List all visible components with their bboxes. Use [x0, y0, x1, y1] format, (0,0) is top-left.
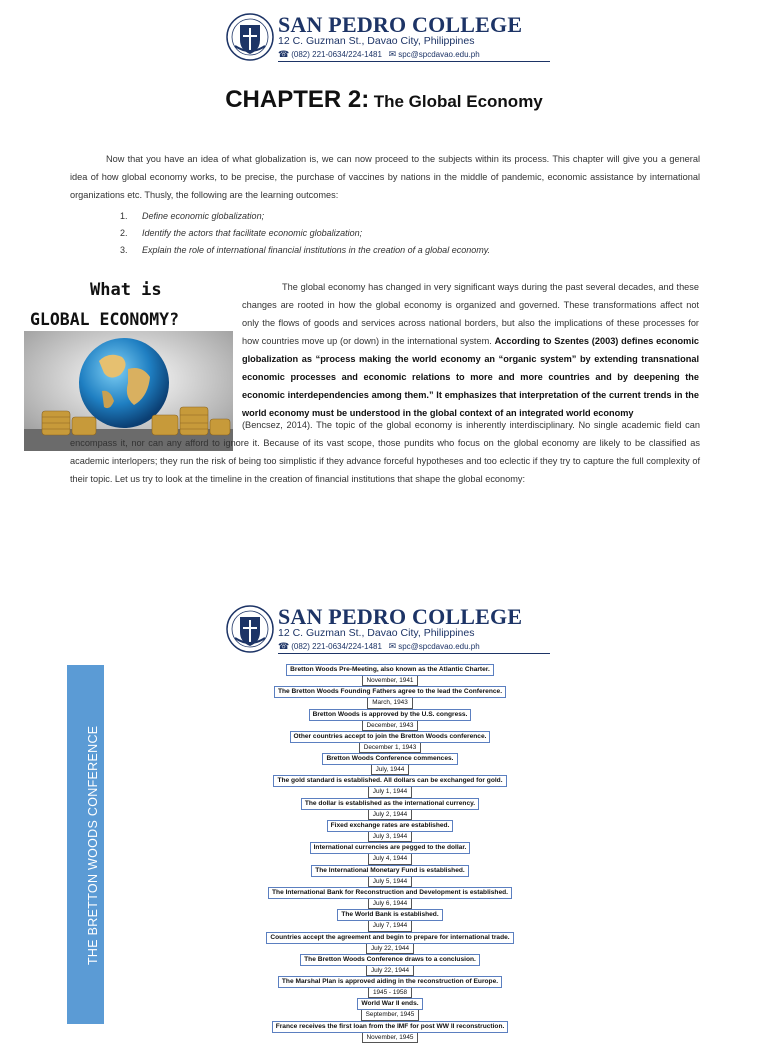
intro-text: Now that you have an idea of what globalization is, we can now proceed to the subjects within its process. This chapter will give you a general idea of how global economy works, to be precise, the purchase of vaccines by nations in the middle of pandemic, economic assistance by international organizations etc. Thusly, the following are the learning outcomes: — [70, 154, 700, 200]
timeline-event: International currencies are pegged to the dollar. — [310, 842, 471, 854]
timeline-event-row — [255, 1021, 525, 1033]
timeline-date: July 6, 1944 — [368, 899, 412, 909]
college-name: SAN PEDRO COLLEGE — [278, 604, 523, 629]
intro-paragraph — [70, 150, 700, 204]
timeline-date: December, 1943 — [362, 721, 419, 731]
outcome-text: Explain the role of international financial institutions in the creation of a global economy. — [142, 245, 491, 255]
timeline-date: July 7, 1944 — [368, 921, 412, 931]
timeline-event: The Bretton Woods Founding Fathers agree to the lead the Conference. — [274, 686, 506, 698]
college-phone: (082) 221-0634/224-1481 — [291, 50, 382, 59]
timeline-event-row — [255, 753, 525, 765]
college-address: 12 C. Guzman St., Davao City, Philippines — [278, 35, 475, 47]
timeline-event-row — [255, 842, 525, 854]
chapter-label: CHAPTER 2: — [225, 86, 370, 113]
phone-icon: ☎ — [278, 641, 290, 651]
timeline-event: The International Bank for Reconstruction and Development is established. — [268, 887, 512, 899]
timeline-date: July 3, 1944 — [368, 832, 412, 842]
timeline-date: November, 1945 — [362, 1033, 419, 1043]
timeline-event: Countries accept the agreement and begin to prepare for international trade. — [266, 932, 513, 944]
bretton-woods-timeline — [255, 664, 525, 1043]
timeline-date-row — [255, 721, 525, 731]
timeline-event-row — [255, 932, 525, 944]
timeline-date: 1945 - 1958 — [368, 988, 412, 998]
timeline-event: Bretton Woods Conference commences. — [322, 753, 457, 765]
body-rest-text: (Bencsez, 2014). The topic of the global economy is inherently interdisciplinary. No single academic field can encompass it, nor can any afford to ignore it. Because of its vast scope, those pundits who focus on the global economy are likely to be classified as academic interlopers; they run the risk of being too simplistic if they advance forceful hypotheses and too eclectic if they try to capture the full complexity of their topic. Let us try to look at the timeline in the creation of financial institutions that shape the global economy: — [70, 420, 700, 484]
timeline-date: July, 1944 — [371, 765, 410, 775]
timeline-event: The dollar is established as the international currency. — [301, 798, 479, 810]
list-item — [120, 242, 490, 259]
timeline-event: Fixed exchange rates are established. — [327, 820, 454, 832]
college-seal-icon — [226, 12, 274, 62]
timeline-event: World War II ends. — [357, 998, 422, 1010]
email-icon: ✉ — [388, 49, 397, 59]
timeline-date-row — [255, 743, 525, 753]
college-header — [226, 12, 550, 64]
timeline-date: July 2, 1944 — [368, 810, 412, 820]
chapter-title — [0, 86, 768, 114]
timeline-event: The gold standard is established. All dollars can be exchanged for gold. — [273, 775, 506, 787]
timeline-date-row — [255, 810, 525, 820]
timeline-date: July 5, 1944 — [368, 877, 412, 887]
college-email: spc@spcdavao.edu.ph — [398, 642, 480, 651]
feature-heading-line1: What is — [90, 280, 162, 300]
body-paragraph-top — [242, 278, 699, 422]
college-email: spc@spcdavao.edu.ph — [398, 50, 480, 59]
body-paragraph-rest — [70, 416, 700, 488]
timeline-event-row — [255, 998, 525, 1010]
timeline-event: Other countries accept to join the Bretton Woods conference. — [290, 731, 491, 743]
header-rule — [278, 61, 550, 62]
timeline-date-row — [255, 676, 525, 686]
college-header-page2 — [226, 604, 550, 656]
timeline-date: November, 1941 — [362, 676, 419, 686]
outcome-number: 3. — [120, 245, 128, 255]
college-seal-icon — [226, 604, 274, 654]
timeline-date-row — [255, 765, 525, 775]
body-highlight-text: According to Szentes (2003) defines economic globalization as “process making the world economy an “organic system” by extending transnational economic processes and economic relations to more and more countries and by deepening the economic interdependencies among them.” It emphasizes that interpretation of the current trends in the world economy must be understood in the global context of an integrated world economy — [242, 336, 699, 418]
timeline-event-row — [255, 909, 525, 921]
learning-outcomes — [120, 208, 490, 259]
college-address: 12 C. Guzman St., Davao City, Philippines — [278, 627, 475, 639]
timeline-event-row — [255, 731, 525, 743]
timeline-date-row — [255, 921, 525, 931]
list-item — [120, 225, 490, 242]
timeline-event: The International Monetary Fund is established. — [311, 865, 468, 877]
timeline-date-row — [255, 1010, 525, 1020]
timeline-date: March, 1943 — [367, 698, 413, 708]
timeline-event: Bretton Woods is approved by the U.S. congress. — [309, 709, 472, 721]
timeline-event: The World Bank is established. — [337, 909, 442, 921]
outcome-text: Identify the actors that facilitate economic globalization; — [142, 228, 363, 238]
timeline-date-row — [255, 899, 525, 909]
timeline-date-row — [255, 966, 525, 976]
timeline-event-row — [255, 820, 525, 832]
timeline-event-row — [255, 664, 525, 676]
outcome-number: 2. — [120, 228, 128, 238]
timeline-date: September, 1945 — [361, 1010, 420, 1020]
college-name: SAN PEDRO COLLEGE — [278, 12, 523, 37]
timeline-event-row — [255, 954, 525, 966]
timeline-date-row — [255, 988, 525, 998]
college-contact — [278, 49, 480, 60]
timeline-event: The Marshal Plan is approved aiding in the reconstruction of Europe. — [278, 976, 502, 988]
outcome-text: Define economic globalization; — [142, 211, 265, 221]
header-rule — [278, 653, 550, 654]
timeline-date: July 4, 1944 — [368, 854, 412, 864]
body-text: The global economy has changed in very significant ways during the past several decades, and these changes are rooted in how the global economy is organized and governed. These transformations affect not only the flows of goods and services across national borders, but also the implications of these processes for how countries move up (or down) in the international system. — [242, 282, 699, 346]
timeline-event-row — [255, 798, 525, 810]
timeline-event: France receives the first loan from the IMF for post WW II reconstruction. — [272, 1021, 509, 1033]
timeline-event-row — [255, 887, 525, 899]
timeline-date-row — [255, 1033, 525, 1043]
email-icon: ✉ — [388, 641, 397, 651]
timeline-date: July 1, 1944 — [368, 787, 412, 797]
timeline-date: July 22, 1944 — [366, 944, 414, 954]
timeline-event: Bretton Woods Pre-Meeting, also known as the Atlantic Charter. — [286, 664, 494, 676]
timeline-event: The Bretton Woods Conference draws to a conclusion. — [300, 954, 480, 966]
timeline-date: July 22, 1944 — [366, 966, 414, 976]
timeline-date-row — [255, 854, 525, 864]
sidebar-label: THE BRETTON WOODS CONFERENCE — [86, 725, 100, 965]
phone-icon: ☎ — [278, 49, 290, 59]
timeline-date-row — [255, 698, 525, 708]
timeline-date-row — [255, 832, 525, 842]
feature-heading-line2: GLOBAL ECONOMY? — [30, 310, 180, 329]
timeline-date: December 1, 1943 — [359, 743, 422, 753]
college-phone: (082) 221-0634/224-1481 — [291, 642, 382, 651]
timeline-event-row — [255, 709, 525, 721]
timeline-event-row — [255, 865, 525, 877]
chapter-subtitle: The Global Economy — [373, 92, 543, 111]
list-item — [120, 208, 490, 225]
timeline-event-row — [255, 976, 525, 988]
timeline-event-row — [255, 686, 525, 698]
timeline-date-row — [255, 877, 525, 887]
timeline-event-row — [255, 775, 525, 787]
timeline-date-row — [255, 944, 525, 954]
college-contact — [278, 641, 480, 652]
outcome-number: 1. — [120, 211, 128, 221]
timeline-date-row — [255, 787, 525, 797]
